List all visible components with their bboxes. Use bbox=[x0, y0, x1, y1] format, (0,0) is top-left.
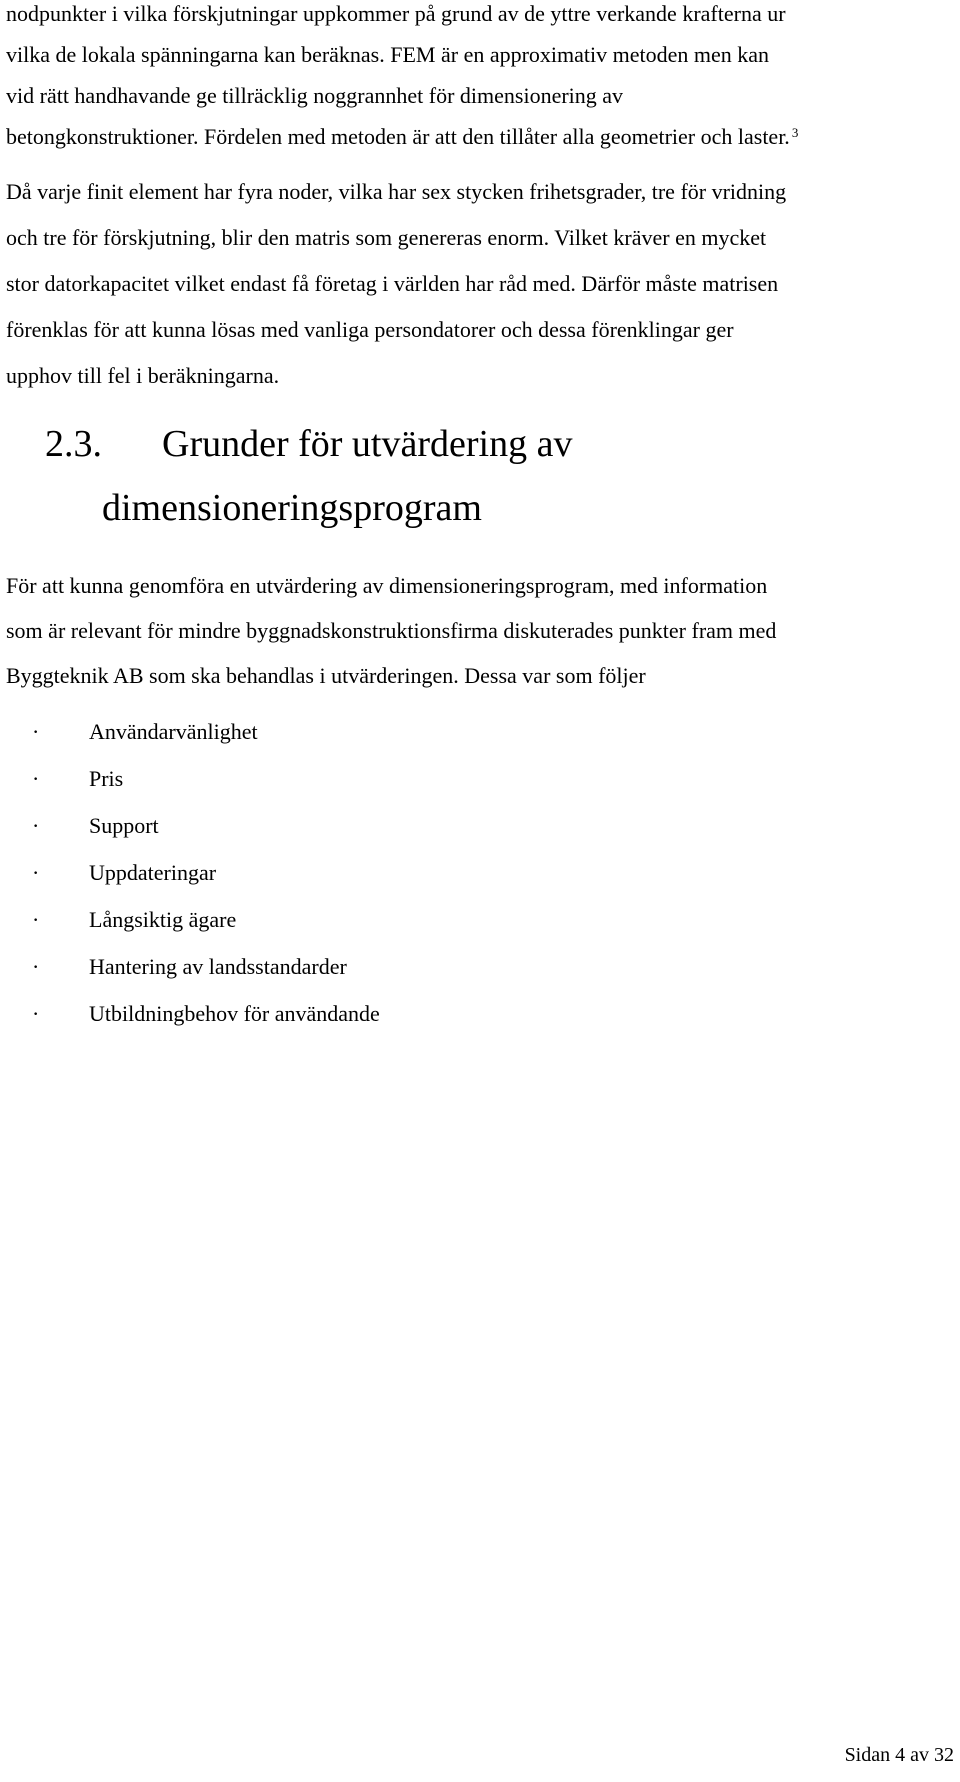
text-line: För att kunna genomföra en utvärdering av dimensioneringsprogram, med information bbox=[6, 573, 768, 598]
list-item-label: Långsiktig ägare bbox=[89, 907, 237, 932]
text-line: upphov till fel i beräkningarna. bbox=[6, 363, 280, 388]
section-title-line-1: Grunder för utvärdering av bbox=[162, 423, 573, 465]
list-item-label: Uppdateringar bbox=[89, 860, 217, 885]
section-title-line-2: dimensioneringsprogram bbox=[102, 487, 482, 529]
paragraph-finite-elements bbox=[6, 169, 946, 399]
list-item-label: Pris bbox=[89, 766, 124, 791]
text-line: och tre för förskjutning, blir den matris som genereras enorm. Vilket kräver en mycket bbox=[6, 225, 767, 250]
bullet-dot-icon: · bbox=[32, 813, 40, 838]
list-item-label: Utbildningbehov för användande bbox=[89, 1001, 380, 1026]
bullet-dot-icon: · bbox=[32, 719, 40, 744]
bullet-dot-icon: · bbox=[32, 860, 40, 885]
text-line: Då varje finit element har fyra noder, vilka har sex stycken frihetsgrader, tre för vridning bbox=[6, 179, 787, 204]
list-item-label: Användarvänlighet bbox=[89, 719, 258, 744]
list-item bbox=[0, 990, 940, 1037]
paragraph-evaluation-intro bbox=[6, 563, 946, 698]
list-item bbox=[0, 896, 940, 943]
list-item-label: Hantering av landsstandarder bbox=[89, 954, 347, 979]
text-line: som är relevant för mindre byggnadskonstruktionsfirma diskuterades punkter fram med bbox=[6, 618, 777, 643]
footnote-reference[interactable]: 3 bbox=[791, 125, 799, 140]
list-item-label: Support bbox=[89, 813, 159, 838]
text-line: nodpunkter i vilka förskjutningar uppkommer på grund av de yttre verkande krafterna ur bbox=[6, 1, 786, 26]
text-line: Byggteknik AB som ska behandlas i utvärderingen. Dessa var som följer bbox=[6, 663, 646, 688]
list-item bbox=[0, 849, 940, 896]
page-number-footer: Sidan 4 av 32 bbox=[844, 1744, 954, 1766]
section-number: 2.3. bbox=[45, 423, 102, 465]
bullet-dot-icon: · bbox=[32, 907, 40, 932]
list-item bbox=[0, 708, 940, 755]
evaluation-criteria-list bbox=[0, 708, 940, 1037]
bullet-dot-icon: · bbox=[32, 1001, 40, 1026]
paragraph-fem-description bbox=[6, 0, 946, 157]
text-line-with-footnote bbox=[6, 116, 946, 157]
list-item bbox=[0, 802, 940, 849]
bullet-dot-icon: · bbox=[32, 766, 40, 791]
text-line: vid rätt handhavande ge tillräcklig noggrannhet för dimensionering av bbox=[6, 83, 624, 108]
text-line: vilka de lokala spänningarna kan beräknas. FEM är en approximativ metoden men kan bbox=[6, 42, 770, 67]
text-line: förenklas för att kunna lösas med vanliga persondatorer och dessa förenklingar ger bbox=[6, 317, 734, 342]
list-item bbox=[0, 943, 940, 990]
text-line: betongkonstruktioner. Fördelen med metoden är att den tillåter alla geometrier och laster. bbox=[6, 124, 790, 149]
bullet-dot-icon: · bbox=[32, 954, 40, 979]
list-item bbox=[0, 755, 940, 802]
text-line: stor datorkapacitet vilket endast få företag i världen har råd med. Därför måste matrisen bbox=[6, 271, 779, 296]
